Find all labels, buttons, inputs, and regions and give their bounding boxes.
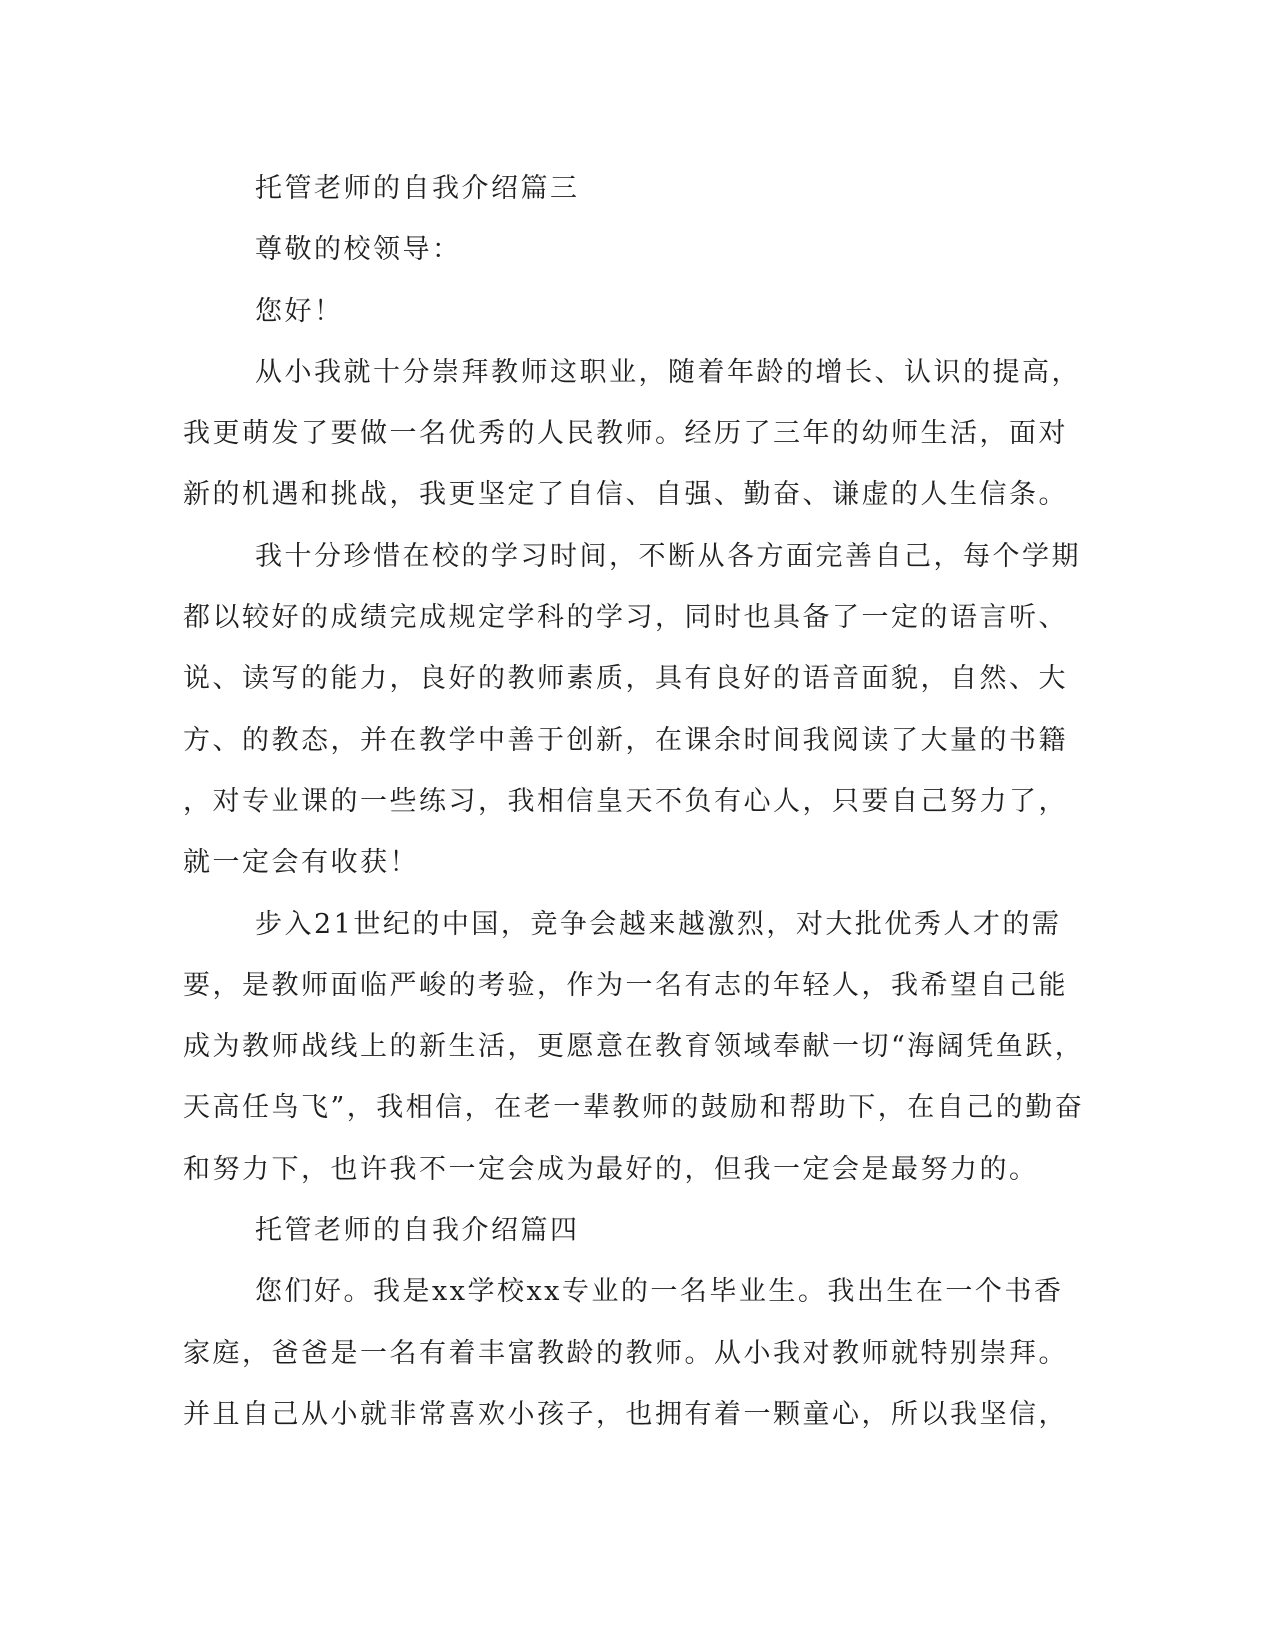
- document-body: [183, 158, 1085, 1445]
- text-line: 都以较好的成绩完成规定学科的学习，同时也具备了一定的语言听、: [183, 602, 1068, 634]
- text-line: 并且自己从小就非常喜欢小孩子，也拥有着一颗童心，所以我坚信，: [183, 1398, 1068, 1430]
- text-line: 新的机遇和挑战，我更坚定了自信、自强、勤奋、谦虚的人生信条。: [183, 479, 1068, 511]
- section-heading-4: 托管老师的自我介绍篇四: [255, 1215, 580, 1247]
- text-line: 就一定会有收获！: [183, 847, 419, 879]
- text-line: 天高任鸟飞”，我相信，在老一辈教师的鼓励和帮助下，在自己的勤奋: [183, 1092, 1085, 1124]
- text-line: ，对专业课的一些练习，我相信皇天不负有心人，只要自己努力了，: [183, 785, 1068, 817]
- text-line: 方、的教态，并在教学中善于创新，在课余时间我阅读了大量的书籍: [183, 724, 1068, 756]
- text-line: 说、读写的能力，良好的教师素质，具有良好的语音面貌，自然、大: [183, 663, 1068, 695]
- text-line: 家庭，爸爸是一名有着丰富教龄的教师。从小我对教师就特别崇拜。: [183, 1337, 1068, 1369]
- text-line: 要，是教师面临严峻的考验，作为一名有志的年轻人，我希望自己能: [183, 969, 1068, 1001]
- text-line: 我更萌发了要做一名优秀的人民教师。经历了三年的幼师生活，面对: [183, 418, 1068, 450]
- greeting: 您好！: [255, 295, 344, 327]
- text-line: 我十分珍惜在校的学习时间，不断从各方面完善自己，每个学期: [255, 540, 1081, 572]
- text-line: 从小我就十分崇拜教师这职业，随着年龄的增长、认识的提高，: [255, 356, 1081, 388]
- text-line: 成为教师战线上的新生活，更愿意在教育领域奉献一切“海阔凭鱼跃，: [183, 1031, 1085, 1063]
- text-line: 您们好。我是xx学校xx专业的一名毕业生。我出生在一个书香: [255, 1276, 1064, 1308]
- section-heading-3: 托管老师的自我介绍篇三: [255, 173, 580, 204]
- text-line: 步入21世纪的中国，竞争会越来越激烈，对大批优秀人才的需: [255, 908, 1062, 940]
- text-line: 和努力下，也许我不一定会成为最好的，但我一定会是最努力的。: [183, 1153, 1039, 1185]
- salutation: 尊敬的校领导：: [255, 234, 462, 266]
